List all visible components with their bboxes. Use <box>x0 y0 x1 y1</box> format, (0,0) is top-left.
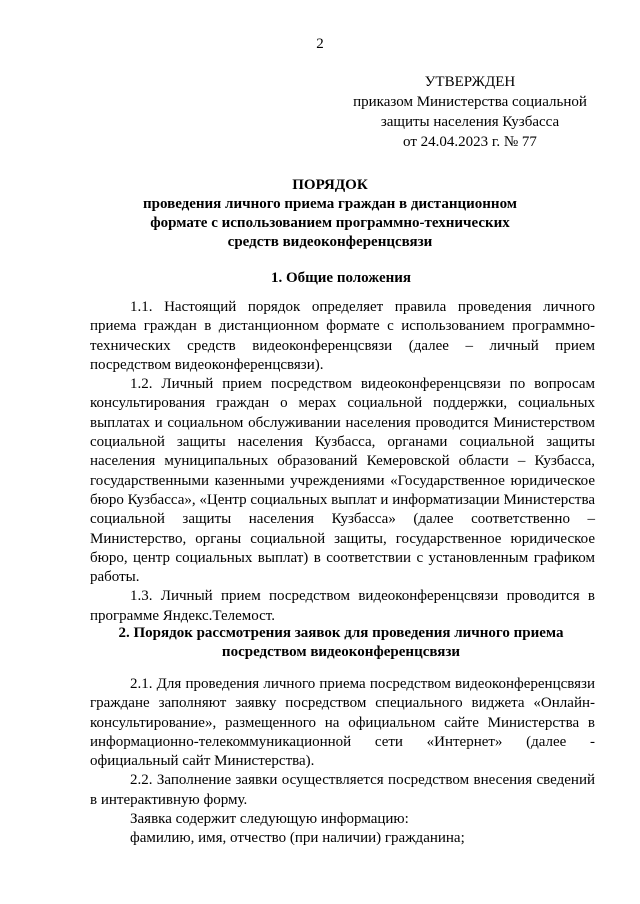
approval-line: защиты населения Кузбасса <box>380 114 560 130</box>
approval-line: УТВЕРЖДЕН <box>424 74 516 90</box>
title-line: проведения личного приема граждан в дистанционном <box>142 196 517 212</box>
heading-line: 2. Порядок рассмотрения заявок для проведения личного приема <box>118 625 564 641</box>
paragraph: 2.2. Заполнение заявки осуществляется посредством внесения сведений в интерактивную форму. <box>90 772 595 808</box>
section-1-body <box>90 298 595 626</box>
title-line: формате с использованием программно-технических <box>150 215 510 231</box>
title-line: ПОРЯДОК <box>292 177 368 193</box>
section-2-body <box>90 675 595 849</box>
page-number: 2 <box>316 36 324 52</box>
heading-line: посредством видеоконференцсвязи <box>221 644 461 660</box>
paragraph: Заявка содержит следующую информацию: <box>130 811 409 828</box>
approval-line: от 24.04.2023 г. № 77 <box>403 134 537 150</box>
paragraph: 1.1. Настоящий порядок определяет правила проведения личного приема граждан в дистанционном формате с использованием программно-технических средств видеоконференцсвязи (далее – личный прием посредством видеоконференцсвязи). <box>90 299 595 373</box>
paragraph: фамилию, имя, отчество (при наличии) гражданина; <box>130 830 465 847</box>
paragraph: 1.3. Личный прием посредством видеоконференцсвязи проводится в программе Яндекс.Телемост. <box>90 588 595 624</box>
section-1-heading: 1. Общие положения <box>270 270 412 286</box>
paragraph: 2.1. Для проведения личного приема посредством видеоконференцсвязи граждане заполняют заявку посредством специального виджета «Онлайн-консультирование», размещенного на официальном сайте Министерства в информационно-телекоммуникационной сети «Интернет» (далее - официальный сайт Министерства). <box>90 676 595 770</box>
approval-line: приказом Министерства социальной <box>353 94 587 110</box>
title-line: средств видеоконференцсвязи <box>227 234 433 250</box>
section-2-heading <box>90 624 592 662</box>
document-title <box>60 176 600 252</box>
paragraph: 1.2. Личный прием посредством видеоконференцсвязи по вопросам консультирования граждан о мерах социальной поддержки, социальных выплатах и социальном обслуживании населения проводится Министерством социальной защиты населения Кузбасса, органами социальной защиты населения муниципальных образований Кемеровской области – Кузбасса, государственными казенными учреждениями «Государственное юридическое бюро Кузбасса», «Центр социальных выплат и информатизации Министерства социальной защиты населения Кузбасса» (далее соответственно – Министерство, органы социальной защиты, государственное юридическое бюро, центр социальных выплат) в соответствии с установленным графиком работы. <box>90 376 595 586</box>
approval-stamp <box>340 72 600 152</box>
